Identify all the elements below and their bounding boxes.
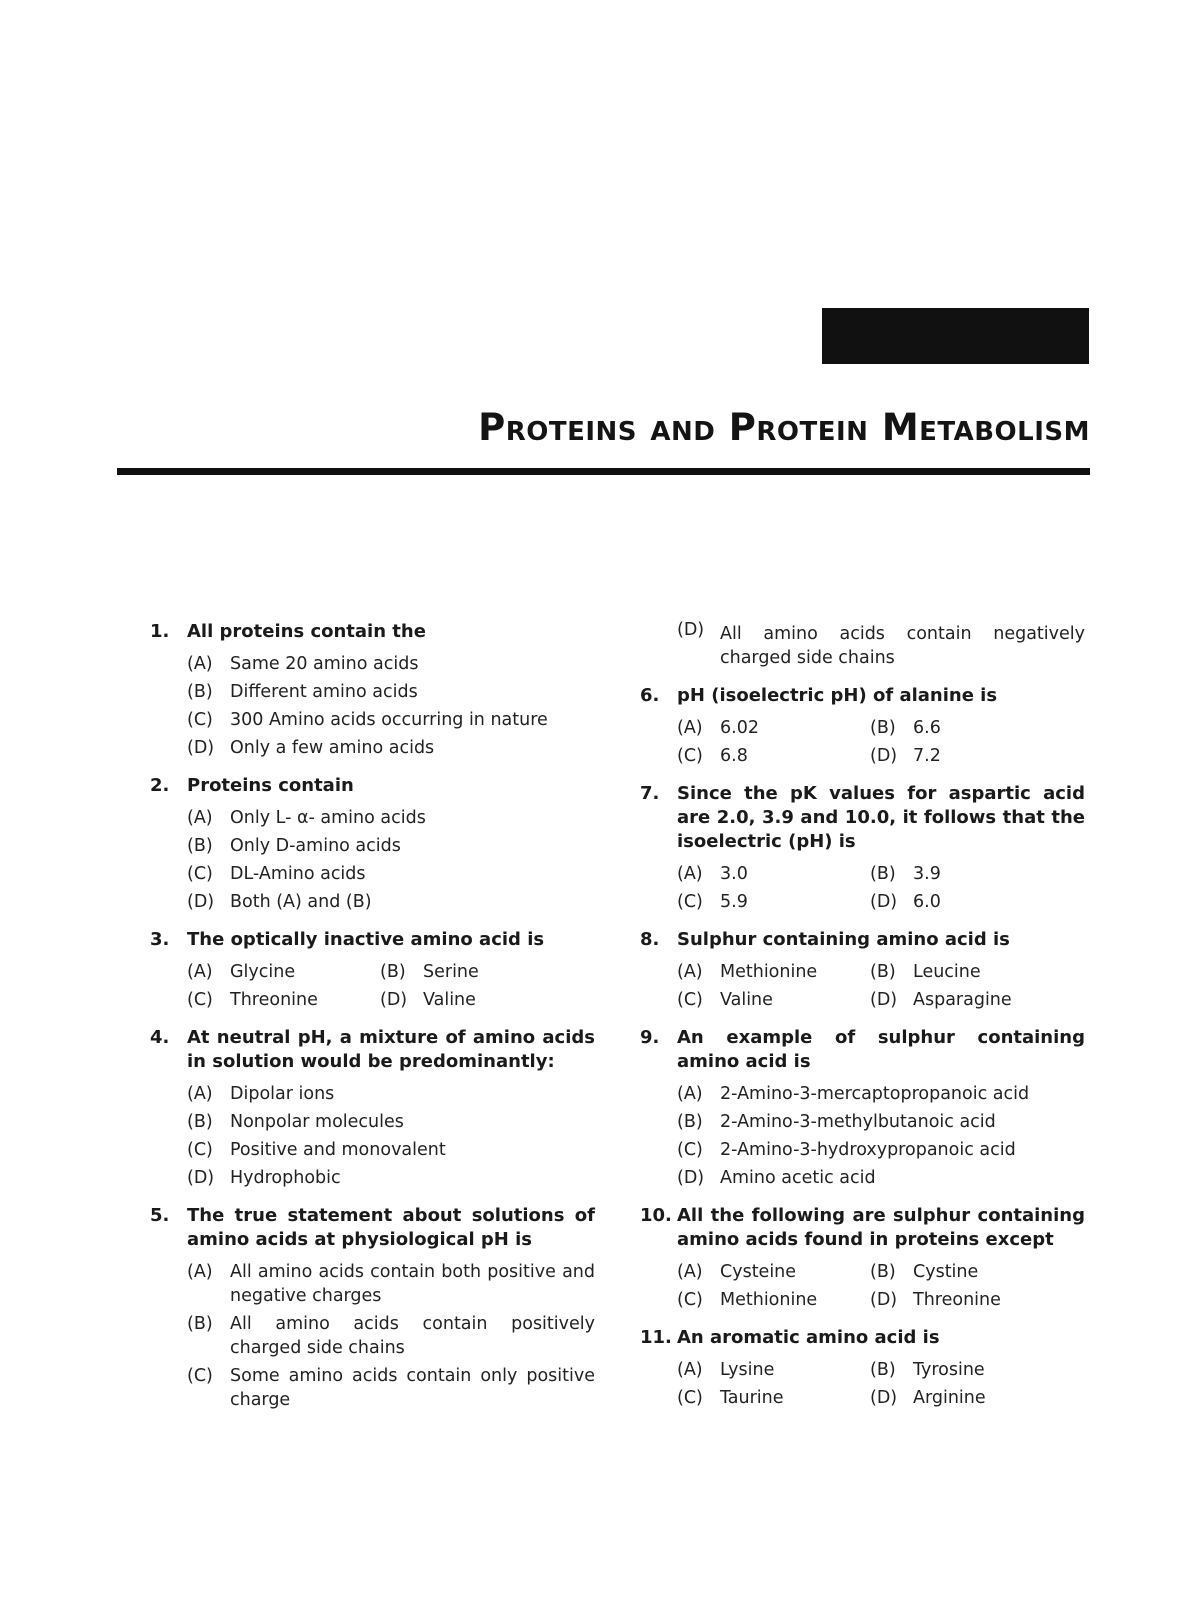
option-label: (B) <box>187 836 213 856</box>
option-text: Asparagine <box>913 990 1012 1010</box>
option-label: (C) <box>187 864 213 884</box>
question-text: Proteins contain <box>187 775 354 796</box>
option <box>870 1356 1085 1384</box>
option-text: Glycine <box>230 962 296 982</box>
option-text: 6.02 <box>720 718 759 738</box>
option-text: Arginine <box>913 1388 986 1408</box>
options <box>150 958 595 1014</box>
question <box>150 1204 595 1414</box>
option-text: Some amino acids contain only positive charge <box>230 1366 595 1410</box>
option-text: 6.8 <box>720 746 748 766</box>
option-label: (A) <box>187 654 213 674</box>
option-text: Both (A) and (B) <box>230 892 372 912</box>
question-number: 4. <box>150 1027 170 1048</box>
option <box>870 1286 1085 1314</box>
option-text: 300 Amino acids occurring in nature <box>230 710 548 730</box>
option <box>187 958 380 986</box>
option <box>677 1258 870 1286</box>
option-label: (D) <box>677 1168 705 1188</box>
option-label: (A) <box>677 962 703 982</box>
option <box>870 986 1085 1014</box>
question-text: The true statement about solutions of amino acids at physiological pH is <box>187 1205 595 1250</box>
chapter-title: Proteins and Protein Metabolism <box>478 406 1090 449</box>
option-text: Hydrophobic <box>230 1168 341 1188</box>
question-number: 2. <box>150 775 170 796</box>
option-label: (D) <box>870 746 898 766</box>
question <box>640 684 1085 770</box>
option-label: (C) <box>677 892 703 912</box>
option <box>187 986 380 1014</box>
option <box>677 860 870 888</box>
option <box>187 1164 595 1192</box>
option <box>677 888 870 916</box>
right-questions <box>640 684 1085 1412</box>
option-label: (D) <box>870 892 898 912</box>
option-label: (B) <box>677 1112 703 1132</box>
option-text: DL-Amino acids <box>230 864 366 884</box>
option <box>677 986 870 1014</box>
option <box>677 1108 1085 1136</box>
option <box>187 1080 595 1108</box>
options <box>640 1356 1085 1412</box>
question <box>150 928 595 1014</box>
question <box>150 620 595 762</box>
option <box>187 678 595 706</box>
option-text: 3.9 <box>913 864 941 884</box>
option-label: (B) <box>870 1360 896 1380</box>
question-number: 1. <box>150 621 170 642</box>
option <box>870 742 1085 770</box>
option <box>870 1258 1085 1286</box>
option-text: Methionine <box>720 962 818 982</box>
option-label: (C) <box>677 1140 703 1160</box>
question-number: 5. <box>150 1205 170 1226</box>
option-label: (A) <box>187 808 213 828</box>
options <box>150 650 595 762</box>
option-text: Valine <box>720 990 773 1010</box>
option-text: Taurine <box>720 1388 784 1408</box>
option <box>677 1164 1085 1192</box>
option-label: (D) <box>187 738 215 758</box>
option-label: (A) <box>677 864 703 884</box>
question <box>640 1326 1085 1412</box>
option <box>380 986 595 1014</box>
options <box>640 1080 1085 1192</box>
option-text: Dipolar ions <box>230 1084 335 1104</box>
options <box>150 1258 595 1414</box>
option-text: Different amino acids <box>230 682 418 702</box>
options <box>640 1258 1085 1314</box>
question-text: An example of sulphur containing amino acid is <box>677 1027 1085 1072</box>
question-number: 11. <box>640 1327 672 1348</box>
option-text: 2-Amino-3-methylbutanoic acid <box>720 1112 996 1132</box>
option-label: (C) <box>677 1290 703 1310</box>
question-number: 7. <box>640 783 660 804</box>
option-label: (A) <box>677 1360 703 1380</box>
question-number: 3. <box>150 929 170 950</box>
option-label: (B) <box>870 1262 896 1282</box>
option-text: Methionine <box>720 1290 818 1310</box>
option-text: 5.9 <box>720 892 748 912</box>
question <box>640 782 1085 916</box>
option-text: 2-Amino-3-hydroxypropanoic acid <box>720 1140 1016 1160</box>
option-text: Only a few amino acids <box>230 738 435 758</box>
options <box>150 1080 595 1192</box>
option <box>187 832 595 860</box>
option <box>677 742 870 770</box>
option-text: Valine <box>423 990 476 1010</box>
option-label: (B) <box>187 1314 213 1334</box>
question-text: pH (isoelectric pH) of alanine is <box>677 685 998 706</box>
question-text: At neutral pH, a mixture of amino acids in solution would be predominantly: <box>187 1027 595 1072</box>
option-label: (B) <box>380 962 406 982</box>
option-text: Only L- α- amino acids <box>230 808 426 828</box>
option <box>677 1286 870 1314</box>
option-text: Threonine <box>230 990 318 1010</box>
title-rule <box>117 468 1090 475</box>
option-label: (A) <box>677 1262 703 1282</box>
question <box>640 928 1085 1014</box>
option-label: (B) <box>187 682 213 702</box>
option <box>870 888 1085 916</box>
option-text: Cystine <box>913 1262 979 1282</box>
question <box>640 1026 1085 1192</box>
question-text: An aromatic amino acid is <box>677 1327 940 1348</box>
option-label: (B) <box>187 1112 213 1132</box>
question-number: 8. <box>640 929 660 950</box>
option-label: (C) <box>677 1388 703 1408</box>
option <box>187 1310 595 1362</box>
option-text: All amino acids contain both positive and negative charges <box>230 1262 595 1306</box>
option-text: 6.6 <box>913 718 941 738</box>
option-label: (A) <box>187 1262 213 1282</box>
question-text: The optically inactive amino acid is <box>187 929 545 950</box>
option-text: 6.0 <box>913 892 941 912</box>
options <box>640 714 1085 770</box>
right-column <box>640 620 1085 1424</box>
option <box>187 804 595 832</box>
options <box>150 804 595 916</box>
option-text: Positive and monovalent <box>230 1140 446 1160</box>
option <box>187 1258 595 1310</box>
option-text: Cysteine <box>720 1262 797 1282</box>
question-text: Since the pK values for aspartic acid are 2.0, 3.9 and 10.0, it follows that the isoelectric (pH) is <box>677 783 1085 852</box>
chapter-number-box <box>822 308 1089 364</box>
option-label: (A) <box>677 718 703 738</box>
option-label: (B) <box>870 864 896 884</box>
option-label: (D) <box>187 892 215 912</box>
option <box>677 714 870 742</box>
option-text: Nonpolar molecules <box>230 1112 404 1132</box>
question <box>150 774 595 916</box>
option-label: (D) <box>380 990 408 1010</box>
options <box>640 860 1085 916</box>
option <box>677 1384 870 1412</box>
option-text: Only D-amino acids <box>230 836 401 856</box>
option-label: (C) <box>677 746 703 766</box>
option <box>677 1080 1085 1108</box>
option-label: (A) <box>187 1084 213 1104</box>
option <box>677 958 870 986</box>
option-label: (A) <box>677 1084 703 1104</box>
option-text: 7.2 <box>913 746 941 766</box>
option <box>870 1384 1085 1412</box>
option <box>187 1362 595 1414</box>
option-text: Same 20 amino acids <box>230 654 419 674</box>
option-text: All amino acids contain negatively charged side chains <box>720 624 1085 668</box>
option-label: (D) <box>187 1168 215 1188</box>
option <box>187 650 595 678</box>
question-text: All proteins contain the <box>187 621 426 642</box>
option-text: Serine <box>423 962 479 982</box>
option <box>677 1136 1085 1164</box>
option-label: (C) <box>187 990 213 1010</box>
question-number: 10. <box>640 1205 672 1226</box>
option-label: (D) <box>870 1290 898 1310</box>
question <box>640 1204 1085 1314</box>
question-text: All the following are sulphur containing amino acids found in proteins except <box>677 1205 1085 1250</box>
question <box>150 1026 595 1192</box>
option <box>380 958 595 986</box>
option-label: (D) <box>870 990 898 1010</box>
option-label: (C) <box>187 1366 213 1386</box>
option-text: Lysine <box>720 1360 775 1380</box>
option-label: (A) <box>187 962 213 982</box>
option-label: (D) <box>870 1388 898 1408</box>
question-text: Sulphur containing amino acid is <box>677 929 1010 950</box>
options <box>640 958 1085 1014</box>
option-label: (D) <box>677 620 705 640</box>
option <box>870 958 1085 986</box>
option <box>187 1108 595 1136</box>
option-text: 3.0 <box>720 864 748 884</box>
option-text: 2-Amino-3-mercaptopropanoic acid <box>720 1084 1030 1104</box>
option-label: (C) <box>187 710 213 730</box>
option-label: (B) <box>870 718 896 738</box>
option <box>187 1136 595 1164</box>
option-label: (C) <box>187 1140 213 1160</box>
question-number: 6. <box>640 685 660 706</box>
question-number: 9. <box>640 1027 660 1048</box>
continued-option <box>640 620 1085 672</box>
option <box>870 714 1085 742</box>
left-column <box>150 620 595 1426</box>
option-text: Threonine <box>913 1290 1001 1310</box>
option-text: Tyrosine <box>913 1360 985 1380</box>
option <box>677 1356 870 1384</box>
option <box>187 734 595 762</box>
option <box>187 706 595 734</box>
option <box>870 860 1085 888</box>
option-text: All amino acids contain positively charged side chains <box>230 1314 595 1358</box>
option <box>187 888 595 916</box>
option-text: Amino acetic acid <box>720 1168 876 1188</box>
option <box>187 860 595 888</box>
option-label: (C) <box>677 990 703 1010</box>
option-label: (B) <box>870 962 896 982</box>
option-text: Leucine <box>913 962 981 982</box>
